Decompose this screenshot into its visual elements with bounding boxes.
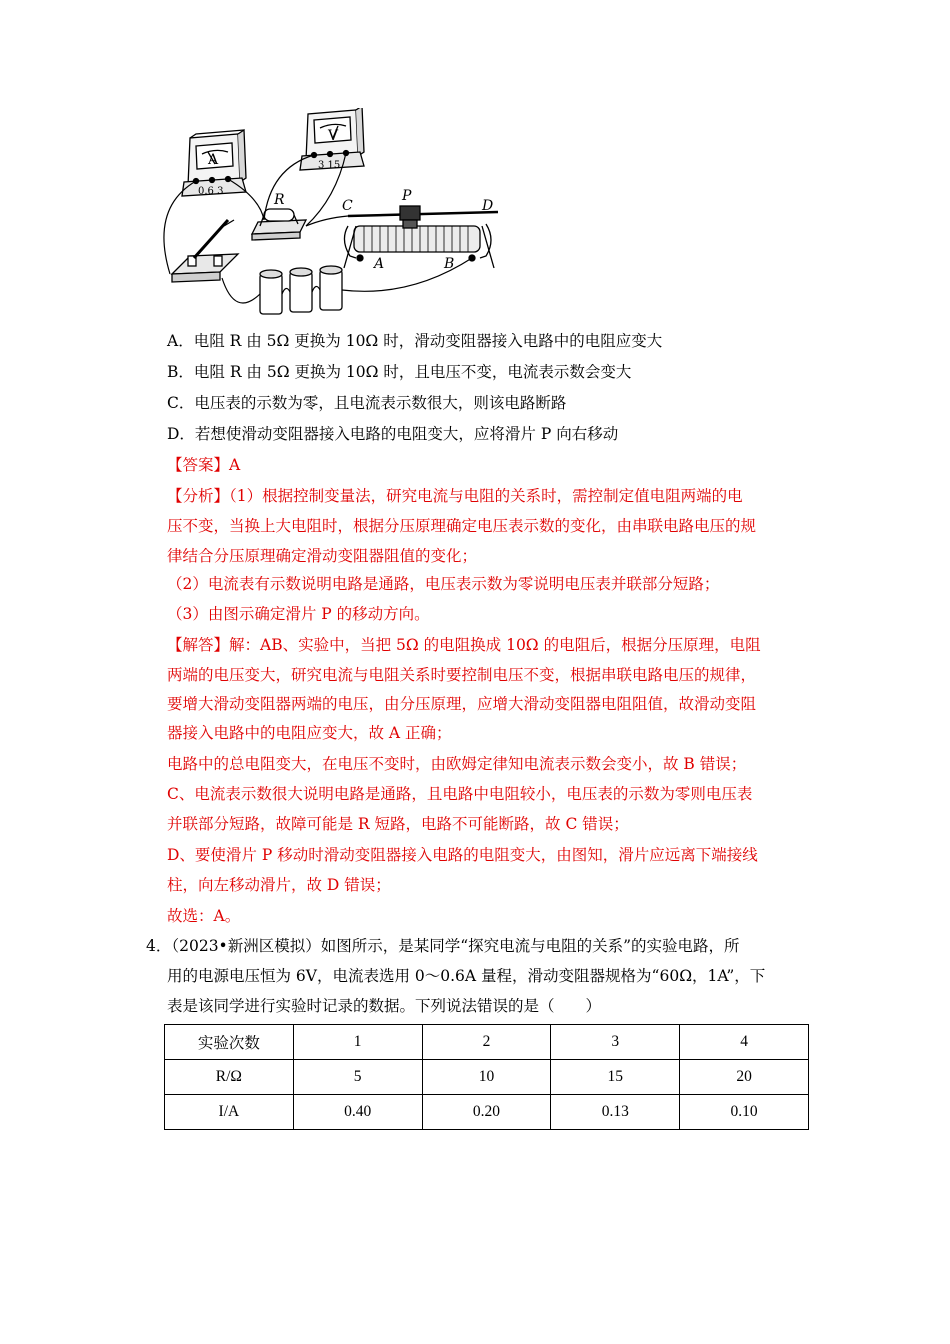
question-4-line: 用的电源电压恒为 6V，电流表选用 0～0.6A 量程，滑动变阻器规格为“60Ω，1A”，下 [167,967,766,985]
table-cell: 15 [551,1060,680,1095]
solution-line: 两端的电压变大，研究电流与电阻关系时要控制电压不变，根据串联电路电压的规律， [167,666,757,684]
solution-line: 器接入电路中的电阻应变大，故 A 正确； [167,724,452,742]
table-cell: 10 [422,1060,551,1095]
solution-line: 并联部分短路，故障可能是 R 短路，电路不可能断路，故 C 错误； [167,815,629,833]
label-d: D [482,198,494,214]
analysis-line: 律结合分压原理确定滑动变阻器阻值的变化； [167,547,478,565]
ammeter-terminal-text: 0.6 3 [198,186,224,197]
solution-line: 电路中的总电阻变大，在电压不变时，由欧姆定律知电流表示数会变小，故 B 错误； [167,755,747,773]
label-r: R [274,192,285,208]
solution-line: 柱，向左移动滑片，故 D 错误； [167,876,391,894]
table-cell: 3 [551,1025,680,1060]
table-cell: 0.13 [551,1095,680,1130]
ammeter-letter: A [208,152,219,168]
solution-line: 故选：A。 [167,907,241,925]
table-row [165,1060,809,1095]
table-cell: 5 [293,1060,422,1095]
switch-icon [172,220,238,282]
data-table [164,1024,809,1130]
resistor-icon [252,209,306,240]
analysis-line: 压不变，当换上大电阻时，根据分压原理确定电压表示数的变化，由串联电路电压的规 [167,517,757,535]
analysis-line: （3）由图示确定滑片 P 的移动方向。 [167,605,430,623]
battery-icon [260,266,342,314]
option-a: A．电阻 R 由 5Ω 更换为 10Ω 时，滑动变阻器接入电路中的电阻应变大 [167,332,663,350]
table-cell: I/A [165,1095,294,1130]
table-cell: 4 [680,1025,809,1060]
analysis-line: 【分析】（1）根据控制变量法，研究电流与电阻的关系时，需控制定值电阻两端的电 [167,487,743,505]
table-cell: 0.20 [422,1095,551,1130]
table-cell: 20 [680,1060,809,1095]
label-b: B [444,256,455,272]
table-cell: 实验次数 [165,1025,294,1060]
table-row [165,1095,809,1130]
label-p: P [402,188,412,204]
label-c: C [342,198,353,214]
table-cell: 0.10 [680,1095,809,1130]
question-4-line: 表是该同学进行实验时记录的数据。下列说法错误的是（ ） [167,997,602,1015]
table-row [165,1025,809,1060]
option-b: B．电阻 R 由 5Ω 更换为 10Ω 时，且电压不变，电流表示数会变大 [167,363,632,381]
option-c: C．电压表的示数为零，且电流表示数很大，则该电路断路 [167,394,567,412]
question-4-line: 4．（2023•新洲区模拟）如图所示，是某同学“探究电流与电阻的关系”的实验电路，所 [146,937,740,955]
voltmeter-letter: V [328,128,339,144]
rheostat-icon [344,206,498,268]
option-d: D．若想使滑动变阻器接入电路的电阻变大，应将滑片 P 向右移动 [167,425,619,443]
solution-line: C、电流表示数很大说明电路是通路，且电路中电阻较小，电压表的示数为零则电压表 [167,785,753,803]
analysis-line: （2）电流表有示数说明电路是通路，电压表示数为零说明电压表并联部分短路； [167,575,720,593]
label-a: A [374,256,385,272]
table-cell: R/Ω [165,1060,294,1095]
circuit-diagram [160,108,510,323]
voltmeter-terminal-text: 3 15 [318,160,341,171]
table-cell: 2 [422,1025,551,1060]
answer-line: 【答案】A [167,456,241,474]
table-cell: 1 [293,1025,422,1060]
solution-line: 要增大滑动变阻器两端的电压，由分压原理，应增大滑动变阻器电阻阻值，故滑动变阻 [167,695,757,713]
solution-line: 【解答】解：AB、实验中，当把 5Ω 的电阻换成 10Ω 的电阻后，根据分压原理，电阻 [167,636,761,654]
table-cell: 0.40 [293,1095,422,1130]
solution-line: D、要使滑片 P 移动时滑动变阻器接入电路的电阻变大，由图知，滑片应远离下端接线 [167,846,758,864]
